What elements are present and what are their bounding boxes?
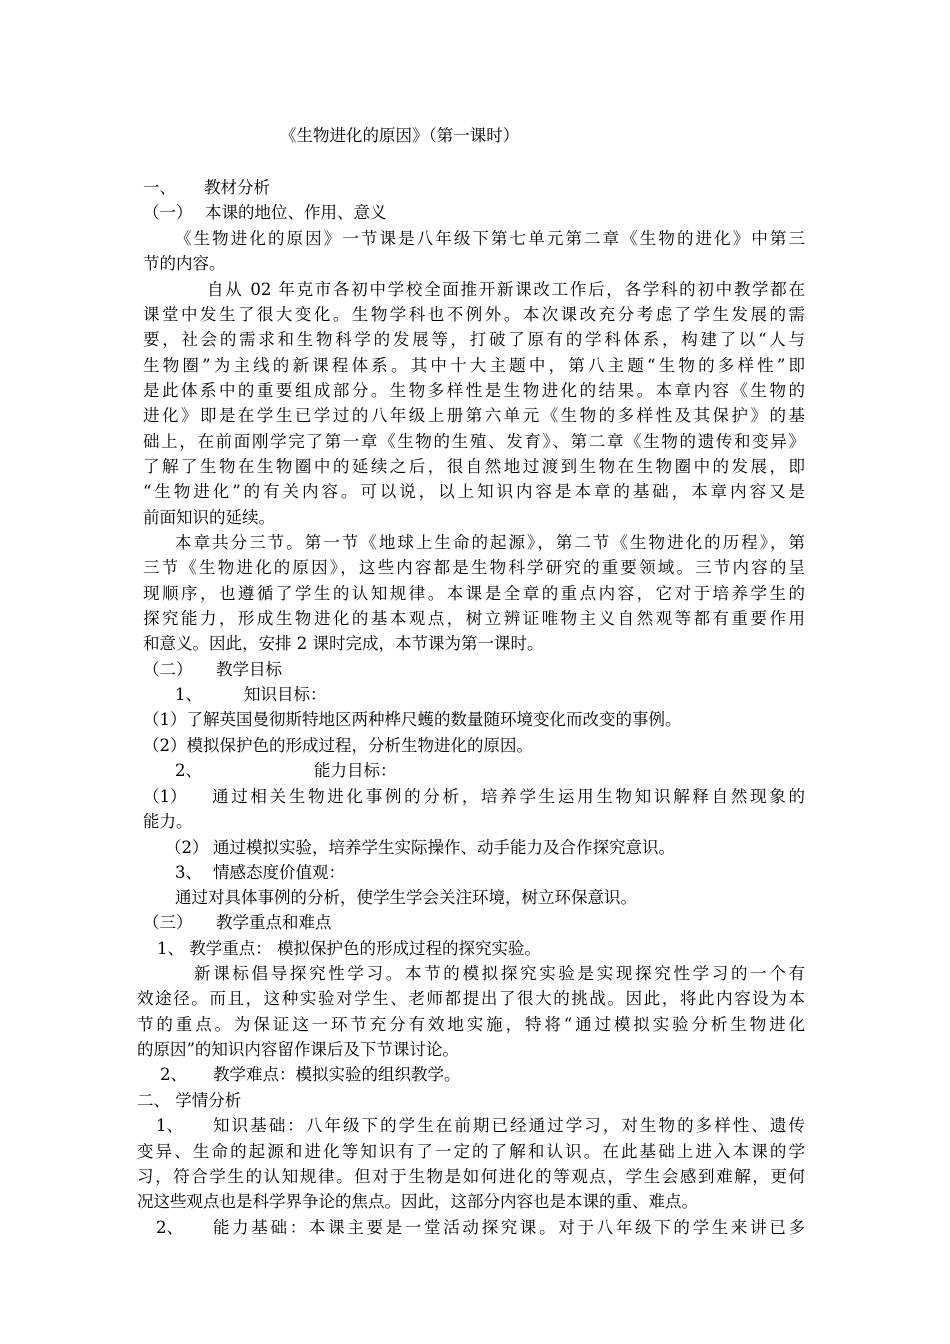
analysis-1-line: 知识基础：八年级下的学生在前期已经通过学习，对生物的多样性、遗传 [213,1116,805,1135]
subsection-1-3-label: （三） [143,913,193,932]
subsection-1-1-heading: 本课的地位、作用、意义 [205,203,387,222]
goal-3-text: 通过对具体事例的分析，使学生学会关注环境，树立环保意识。 [175,888,637,907]
key-point-1: 1、 教学重点： 模拟保护色的形成过程的探究实验。 [157,939,541,958]
key-point-2-label: 2、 [160,1065,187,1084]
paragraph-line: 是此体系中的重要组成部分。生物多样性是生物进化的结果。本章内容《生物的 [143,381,805,400]
paragraph-line: 了解了生物在生物圈中的延续之后，很自然地过渡到生物在生物圈中的发展，即 [143,457,805,476]
paragraph-line: 现顺序，也遵循了学生的认知规律。本课是全章的重点内容，它对于培养学生的 [143,584,805,603]
goal-2-heading: 能力目标： [314,761,397,780]
paragraph-line: 和意义。因此，安排 2 课时完成，本节课为第一课时。 [143,634,544,653]
paragraph-line: 三节《生物进化的原因》，这些内容都是生物科学研究的重要领域。三节内容的呈 [143,558,805,577]
subsection-1-3-heading: 教学重点和难点 [216,913,332,932]
goal-2-item-2-line: 通过模拟实验，培养学生实际操作、动手能力及合作探究意识。 [213,838,675,857]
paragraph-line: 效途径。而且，这种实验对学生、老师都提出了很大的挑战。因此，将此内容设为本 [137,989,805,1008]
analysis-1-line: 况这些观点也是科学界争论的焦点。因此，这部分内容也是本课的重、难点。 [137,1192,698,1211]
analysis-2-label: 2、 [156,1218,183,1237]
analysis-1-label: 1、 [156,1116,183,1135]
paragraph-line: 探究能力，形成生物进化的基本观点，树立辨证唯物主义自然观等都有重要作用 [143,609,805,628]
key-point-2-text: 教学难点：模拟实验的组织教学。 [213,1065,461,1084]
paragraph-line: 前面知识的延续。 [143,508,275,527]
paragraph-line: 自从 02 年克市各初中学校全面推开新课改工作后，各学科的初中教学都在 [207,280,805,299]
paragraph-line: 生物圈”为主线的新课程体系。其中十大主题中，第八主题“生物的多样性”即 [143,356,805,375]
analysis-2-line: 能力基础：本课主要是一堂活动探究课。对于八年级下的学生来讲已多 [213,1218,805,1237]
goal-3-heading: 情感态度价值观： [213,863,345,882]
subsection-1-2-heading: 教学目标 [216,660,282,679]
paragraph-line: 《生物进化的原因》一节课是八年级下第七单元第二章《生物的进化》中第三 [175,229,805,248]
goal-3-label: 3、 [175,863,202,882]
goal-2-label: 2、 [175,761,202,780]
analysis-1-line: 习，符合学生的认知规律。但对于生物是如何进化的等观点，学生会感到难解，更何 [137,1167,805,1186]
goal-1-item: （2）模拟保护色的形成过程，分析生物进化的原因。 [143,736,533,755]
subsection-1-2-label: （二） [143,660,193,679]
paragraph-line: 础上，在前面刚学完了第一章《生物的生殖、发育》、第二章《生物的遗传和变异》 [143,432,805,451]
section-1-label: 一、 [143,178,176,197]
paragraph-line: 要，社会的需求和生物科学的发展等，打破了原有的学科体系，构建了以“人与 [143,330,805,349]
goal-2-item-1-label: （1） [143,787,187,806]
goal-1-heading: 知识目标： [244,685,327,704]
goal-2-item-1-line: 能力。 [143,812,193,831]
analysis-1-line: 变异、生命的起源和进化等知识有了一定的了解和认识。在此基础上进入本课的学 [137,1142,805,1161]
goal-2-item-1-line: 通过相关生物进化事例的分析，培养学生运用生物知识解释自然现象的 [212,787,805,806]
goal-1-label: 1、 [175,685,202,704]
goal-1-item: （1）了解英国曼彻斯特地区两种桦尺蠖的数量随环境变化而改变的事例。 [143,710,682,729]
document-title: 《生物进化的原因》（第一课时） [280,126,520,145]
paragraph-line: 节的内容。 [143,254,226,273]
section-1-heading: 教材分析 [204,178,270,197]
subsection-1-1-label: （一） [143,203,193,222]
paragraph-line: 节的重点。为保证这一环节充分有效地实施，特将“通过模拟实验分析生物进化 [137,1015,805,1034]
paragraph-line: 的原因”的知识内容留作课后及下节课讨论。 [137,1040,459,1059]
section-2-heading: 二、 学情分析 [137,1091,242,1110]
paragraph-line: “生物进化”的有关内容。可以说，以上知识内容是本章的基础，本章内容又是 [143,482,805,501]
paragraph-line: 进化》即是在学生已学过的八年级上册第六单元《生物的多样性及其保护》的基 [143,406,805,425]
goal-2-item-2-label: （2） [165,838,209,857]
paragraph-line: 新课标倡导探究性学习。本节的模拟探究实验是实现探究性学习的一个有 [194,964,805,983]
paragraph-line: 课堂中发生了很大变化。生物学科也不例外。本次课改充分考虑了学生发展的需 [143,305,805,324]
paragraph-line: 本章共分三节。第一节《地球上生命的起源》，第二节《生物进化的历程》，第 [175,533,805,552]
